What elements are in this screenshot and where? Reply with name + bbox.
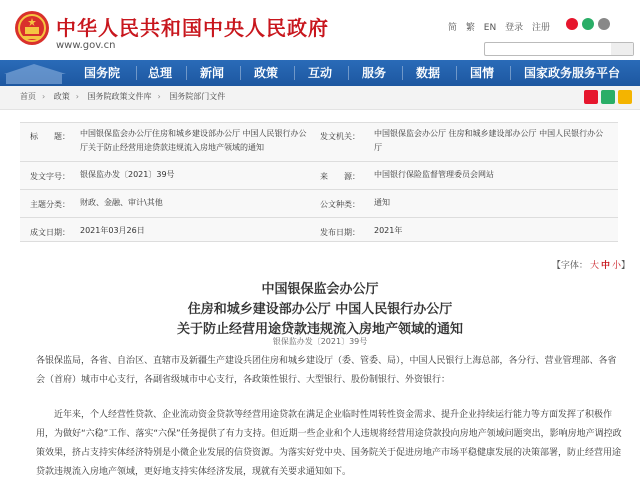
header-social-icons — [566, 18, 610, 30]
document-number: 银保监办发〔2021〕39号 — [272, 337, 368, 346]
doc-number-value: 银保监办发〔2021〕39号 — [80, 170, 175, 179]
font-size-small[interactable]: 小 — [611, 261, 621, 271]
document-title-line-2: 住房和城乡建设部办公厅 中国人民银行办公厅 — [187, 302, 453, 317]
font-size-close: 】 — [620, 261, 630, 271]
site-url: www.gov.cn — [56, 40, 116, 51]
share-wechat-icon[interactable] — [601, 90, 615, 104]
nav-data[interactable]: 数据 — [416, 66, 441, 80]
site-header — [0, 0, 640, 60]
mobile-icon[interactable] — [598, 18, 610, 30]
source-label: 来 源： — [320, 172, 360, 181]
genre-value: 通知 — [374, 198, 390, 207]
document-title-line-3: 关于防止经营用途贷款违规流入房地产领域的通知 — [176, 322, 463, 337]
genre-label: 公文种类： — [320, 200, 360, 209]
document-info-table — [20, 122, 618, 242]
breadcrumb-policy[interactable]: 政策 — [53, 92, 70, 101]
document-title-line-1: 中国银保监会办公厅 — [261, 282, 379, 297]
nav-policy[interactable]: 政策 — [254, 66, 279, 80]
nav-news[interactable]: 新闻 — [200, 66, 225, 80]
nav-premier[interactable]: 总理 — [148, 66, 173, 80]
font-size-large[interactable]: 大 — [589, 261, 599, 271]
weibo-icon[interactable] — [566, 18, 578, 30]
nav-interaction[interactable]: 互动 — [308, 66, 333, 80]
title-label: 标 题： — [30, 132, 70, 141]
issuer-value: 中国银保监会办公厅 住房和城乡建设部办公厅 中国人民银行办公厅 — [374, 129, 604, 152]
nav-state-council[interactable]: 国务院 — [84, 66, 121, 80]
nav-service-platform[interactable]: 国家政务服务平台 — [524, 66, 621, 80]
issuer-label: 发文机关： — [320, 132, 360, 141]
font-size-medium[interactable]: 中 — [600, 261, 610, 271]
search-button[interactable] — [611, 43, 633, 55]
nav-service[interactable]: 服务 — [362, 66, 387, 80]
breadcrumb-bar — [0, 86, 640, 110]
tiananmen-skyline-icon — [0, 60, 70, 86]
site-title[interactable]: 中华人民共和国中央人民政府 — [56, 16, 329, 40]
title-value: 中国银保监会办公厅住房和城乡建设部办公厅 中国人民银行办公厅关于防止经营用途贷款违规流入房地产领域的通知 — [80, 129, 307, 152]
document-addressee: 各银保监局，各省、自治区、直辖市及新疆生产建设兵团住房和城乡建设厅（委、管委、局），中国人民银行上海总部，各分行、营业管理部、各省会（首府）城市中心支行，各副省级城市中心支行，各政策性银行、大型银行、股份制银行、外资银行： — [36, 356, 617, 385]
link-simplified[interactable]: 简 — [448, 23, 458, 33]
date-value: 2021年03月26日 — [80, 226, 145, 235]
link-traditional[interactable]: 繁 — [465, 23, 475, 33]
header-links — [442, 20, 550, 33]
publish-date-label: 发布日期： — [320, 228, 360, 237]
topic-value: 财政、金融、审计\其他 — [80, 198, 163, 207]
font-size-label: 【字体： — [551, 261, 588, 271]
date-label: 成文日期： — [30, 228, 70, 237]
link-login[interactable]: 登录 — [505, 23, 524, 33]
nav-national-info[interactable]: 国情 — [470, 66, 495, 80]
link-register[interactable]: 注册 — [531, 23, 550, 33]
font-size-control — [552, 258, 630, 271]
search-input[interactable] — [484, 42, 634, 56]
breadcrumb-home[interactable]: 首页 — [20, 92, 36, 101]
share-buttons — [584, 90, 632, 104]
breadcrumb-policy-library[interactable]: 国务院政策文件库 — [87, 92, 152, 101]
source-value: 中国银行保险监督管理委员会网站 — [374, 170, 494, 179]
national-emblem-icon[interactable] — [14, 10, 50, 46]
topic-label: 主题分类： — [30, 200, 70, 209]
breadcrumb: 首页 › 政策 › 国务院政策文件库 › 国务院部门文件 — [20, 92, 226, 101]
main-nav — [0, 60, 640, 86]
doc-number-label: 发文字号： — [30, 172, 70, 181]
wechat-icon[interactable] — [582, 18, 594, 30]
link-english[interactable]: EN — [483, 23, 497, 33]
share-weibo-icon[interactable] — [584, 90, 598, 104]
breadcrumb-department-docs[interactable]: 国务院部门文件 — [169, 92, 226, 101]
publish-date-value: 2021年 — [374, 226, 403, 235]
share-qzone-icon[interactable] — [618, 90, 632, 104]
document-body-paragraph: 近年来，个人经营性贷款、企业流动资金贷款等经营用途贷款在满足企业临时性周转性资金需求、提升企业持续运行能力等方面发挥了积极作用，为做好“六稳”工作、落实“六保”任务提供了有力支持。但近期一些企业和个人违规将经营用途贷款投向房地产领域问题突出，影响房地产调控政策效果，挤占支持实体经济特别是小微企业发展的信贷资源。为落实好党中央、国务院关于促进房地产市场平稳健康发展的决策部署，防止经营用途贷款违规流入房地产领域，更好地支持实体经济发展，现就有关要求通知如下。 — [36, 410, 622, 477]
